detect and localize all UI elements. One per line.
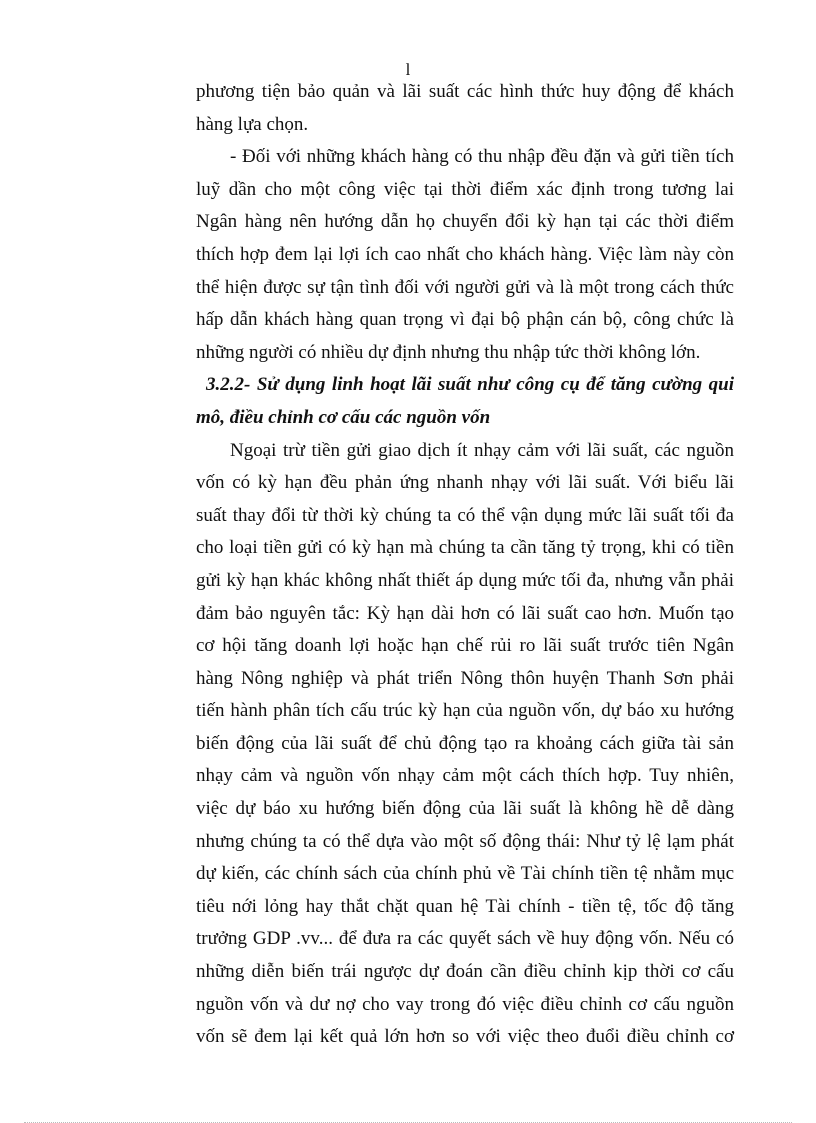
text-line: gửi kỳ hạn khác không nhất thiết áp dụng mức tối đa, nhưng vẫn phải bbox=[196, 569, 734, 591]
text-line: suất thay đổi từ thời kỳ chúng ta có thể vận dụng mức lãi suất tối đa bbox=[196, 504, 734, 526]
text-line: những diễn biến trái ngược dự đoán cần điều chỉnh kịp thời cơ cấu bbox=[196, 961, 734, 983]
text-line: hàng Nông nghiệp và phát triển Nông thôn huyện Thanh Sơn phải bbox=[196, 667, 734, 689]
text-line: Ngoại trừ tiền gửi giao dịch ít nhạy cảm với lãi suất, các nguồn bbox=[230, 439, 734, 461]
heading-line: mô, điều chỉnh cơ cấu các nguồn vốn bbox=[196, 406, 491, 428]
text-line: trưởng GDP .vv... để đưa ra các quyết sách về huy động vốn. Nếu có bbox=[196, 928, 734, 950]
paragraph-1 bbox=[196, 76, 734, 141]
text-line: thích hợp đem lại lợi ích cao nhất cho khách hàng. Việc làm này còn bbox=[196, 243, 734, 265]
text-line: cho loại tiền gửi có kỳ hạn mà chúng ta cần tăng tỷ trọng, khi có tiền bbox=[196, 537, 734, 559]
heading-line: 3.2.2- Sử dụng linh hoạt lãi suất như công cụ để tăng cường qui bbox=[206, 374, 734, 396]
text-line: những người có nhiều dự định nhưng thu nhập tức thời không lớn. bbox=[196, 341, 701, 363]
text-line: Ngân hàng nên hướng dẫn họ chuyển đổi kỳ hạn tại các thời điểm bbox=[196, 211, 734, 233]
text-line: - Đối với những khách hàng có thu nhập đều đặn và gửi tiền tích bbox=[230, 146, 734, 168]
text-line: việc dự báo xu hướng biến động của lãi suất là không hề dễ dàng bbox=[196, 798, 734, 820]
text-line: biến động của lãi suất để chủ động tạo ra khoảng cách giữa tài sản bbox=[196, 732, 734, 754]
text-line: hấp dẫn khách hàng quan trọng vì đại bộ phận cán bộ, công chức là bbox=[196, 309, 734, 331]
text-line: cơ hội tăng doanh lợi hoặc hạn chế rủi ro lãi suất trước tiên Ngân bbox=[196, 635, 734, 657]
text-line: tiến hành phân tích cấu trúc kỳ hạn của nguồn vốn, dự báo xu hướng bbox=[196, 700, 734, 722]
text-line: hàng lựa chọn. bbox=[196, 113, 309, 135]
paragraph-3 bbox=[196, 435, 734, 1054]
text-line: nhưng chúng ta có thể dựa vào một số động thái: Như tỷ lệ lạm phát bbox=[196, 830, 734, 852]
paragraph-2 bbox=[196, 141, 734, 369]
text-line: nguồn vốn và dư nợ cho vay trong đó việc điều chỉnh cơ cấu nguồn bbox=[196, 993, 734, 1015]
page-number: l bbox=[405, 60, 411, 79]
section-heading bbox=[196, 369, 734, 434]
text-line: tiêu nới lỏng hay thắt chặt quan hệ Tài chính - tiền tệ, tốc độ tăng bbox=[196, 895, 734, 917]
text-line: đảm bảo nguyên tắc: Kỳ hạn dài hơn có lãi suất cao hơn. Muốn tạo bbox=[196, 602, 734, 624]
text-line: vốn có kỳ hạn đều phản ứng nhanh nhạy với lãi suất. Với biểu lãi bbox=[196, 472, 734, 494]
document-body bbox=[196, 76, 734, 1054]
text-line: vốn sẽ đem lại kết quả lớn hơn so với việc theo đuổi điều chỉnh cơ bbox=[196, 1026, 734, 1048]
text-line: phương tiện bảo quản và lãi suất các hình thức huy động để khách bbox=[196, 81, 734, 102]
text-line: dự kiến, các chính sách của chính phủ về Tài chính tiền tệ nhằm mục bbox=[196, 863, 734, 885]
text-line: nhạy cảm và nguồn vốn nhạy cảm một cách thích hợp. Tuy nhiên, bbox=[196, 765, 734, 787]
text-line: thể hiện được sự tận tình đối với người gửi và là một trong cách thức bbox=[196, 276, 734, 298]
text-line: luỹ dần cho một công việc tại thời điểm xác định trong tương lai bbox=[196, 178, 734, 200]
